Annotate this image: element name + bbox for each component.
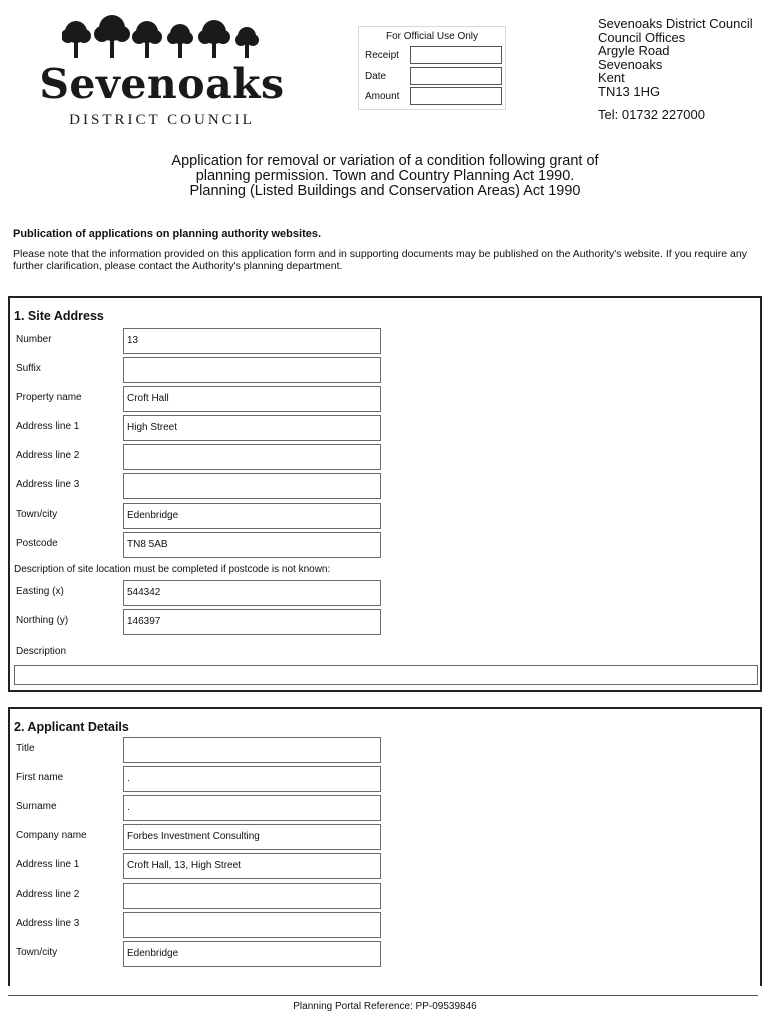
field-label: Address line 1 <box>16 859 80 870</box>
form-title-line: planning permission. Town and Country Planning Act 1990. <box>195 168 575 184</box>
form-row <box>10 386 760 412</box>
form-row <box>10 609 760 635</box>
oak-trees-icon <box>62 12 262 60</box>
form-row <box>10 328 760 354</box>
field-label: Suffix <box>16 363 41 374</box>
field-label: Address line 2 <box>16 450 80 461</box>
address-line-1-field[interactable]: High Street <box>123 415 381 441</box>
publication-heading: Publication of applications on planning authority websites. <box>13 228 322 240</box>
field-label: Title <box>16 743 35 754</box>
northing-field[interactable]: 146397 <box>123 609 381 635</box>
date-label: Date <box>365 71 387 82</box>
postcode-field[interactable]: TN8 5AB <box>123 532 381 558</box>
official-use-box <box>358 26 506 110</box>
footer-divider <box>8 995 758 996</box>
address-line: Sevenoaks District Council <box>598 16 753 31</box>
description-field[interactable] <box>14 665 758 685</box>
field-label: Easting (x) <box>16 586 64 597</box>
logo-subtitle: DISTRICT COUNCIL <box>69 112 255 128</box>
suffix-field[interactable] <box>123 357 381 383</box>
form-title-line: Application for removal or variation of a condition following grant of <box>171 153 599 169</box>
address-line: Sevenoaks <box>598 56 663 72</box>
receipt-field[interactable] <box>410 46 502 64</box>
company-name-field[interactable]: Forbes Investment Consulting <box>123 824 381 850</box>
surname-field[interactable]: . <box>123 795 381 821</box>
form-row <box>10 912 760 938</box>
address-line-3-field[interactable] <box>123 473 381 499</box>
field-label: Address line 3 <box>16 479 80 490</box>
form-row <box>10 883 760 909</box>
form-row <box>10 824 760 850</box>
form-row <box>10 580 760 606</box>
portal-reference: Planning Portal Reference: PP-09539846 <box>293 1001 477 1012</box>
council-logo <box>26 12 298 128</box>
field-label: Company name <box>16 830 87 841</box>
form-row <box>10 503 760 529</box>
address-line: Council Offices <box>598 29 686 45</box>
date-field[interactable] <box>410 67 502 85</box>
title-field[interactable] <box>123 737 381 763</box>
form-row <box>10 473 760 499</box>
section-heading: 2. Applicant Details <box>14 720 129 734</box>
description-label: Description <box>16 646 67 657</box>
applicant-details-section <box>8 707 762 986</box>
easting-field[interactable]: 544342 <box>123 580 381 606</box>
form-row <box>10 766 760 792</box>
applicant-address-line-3-field[interactable] <box>123 912 381 938</box>
location-note: Description of site location must be completed if postcode is not known: <box>14 564 331 575</box>
form-title-line: Planning (Listed Buildings and Conservation Areas) Act 1990 <box>189 183 581 199</box>
field-label: Number <box>16 334 52 345</box>
official-use-heading: For Official Use Only <box>385 31 479 42</box>
form-row <box>10 941 760 967</box>
field-label: Town/city <box>16 509 58 520</box>
field-label: Property name <box>16 392 82 403</box>
field-label: Address line 1 <box>16 421 80 432</box>
address-line: Argyle Road <box>598 43 670 58</box>
site-address-section <box>8 296 762 692</box>
address-line: Kent <box>598 70 625 85</box>
form-row <box>10 444 760 470</box>
council-telephone: Tel: 01732 227000 <box>598 107 705 122</box>
field-label: Address line 2 <box>16 889 80 900</box>
address-line-2-field[interactable] <box>123 444 381 470</box>
town-city-field[interactable]: Edenbridge <box>123 503 381 529</box>
form-row <box>10 415 760 441</box>
field-label: Northing (y) <box>16 615 69 626</box>
council-address <box>598 17 753 98</box>
field-label: First name <box>16 772 64 783</box>
field-label: Address line 3 <box>16 918 80 929</box>
field-label: Town/city <box>16 947 58 958</box>
form-title <box>100 154 670 199</box>
logo-name: Sevenoaks <box>39 60 285 108</box>
form-row <box>10 357 760 383</box>
applicant-address-line-2-field[interactable] <box>123 883 381 909</box>
applicant-address-line-1-field[interactable]: Croft Hall, 13, High Street <box>123 853 381 879</box>
applicant-town-city-field[interactable]: Edenbridge <box>123 941 381 967</box>
address-line: TN13 1HG <box>598 83 661 99</box>
first-name-field[interactable]: . <box>123 766 381 792</box>
publication-text: Please note that the information provided on this application form and in supporting documents may be published on the Authority's website. If you require any further clarification, please contact the Authority's planning department. <box>13 248 747 272</box>
number-field[interactable]: 13 <box>123 328 381 354</box>
form-row <box>10 795 760 821</box>
form-row <box>10 853 760 879</box>
amount-field[interactable] <box>410 87 502 105</box>
section-heading: 1. Site Address <box>14 309 104 323</box>
field-label: Postcode <box>16 538 58 549</box>
property-name-field[interactable]: Croft Hall <box>123 386 381 412</box>
field-label: Surname <box>16 801 57 812</box>
form-row <box>10 737 760 763</box>
amount-label: Amount <box>365 91 400 102</box>
form-row <box>10 532 760 558</box>
receipt-label: Receipt <box>365 50 399 61</box>
